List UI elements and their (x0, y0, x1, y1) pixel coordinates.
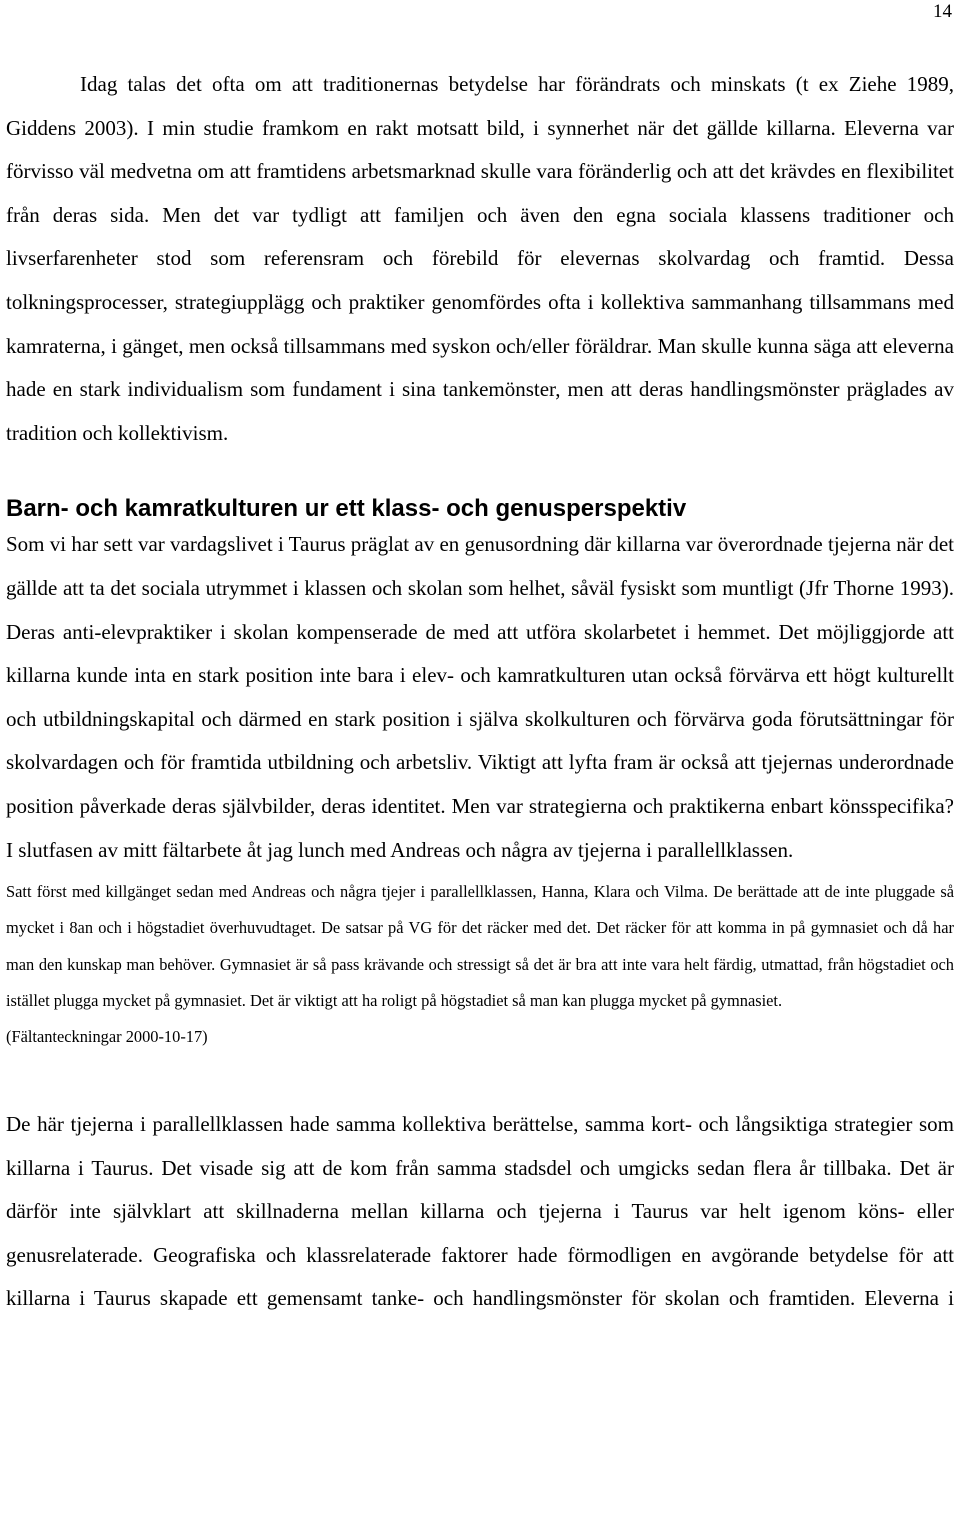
fieldnotes-citation: (Fältanteckningar 2000-10-17) (6, 1026, 208, 1046)
fieldnotes-quote: Satt först med killgänget sedan med Andreas och några tjejer i parallellklassen, Hanna, Klara och Vilma. De berättade att de inte pluggade så mycket i 8an och i högstadiet överhuvudtaget. De satsar på VG för det räcker med det. Det räcker för att komma in på gymnasiet och då har man den kunskap man behöver. Gymnasiet är så pass krävande och stressigt så det är bra att inte vara helt färdig, utmattad, från högstadiet och istället plugga mycket på gymnasiet. Det är viktigt att ha roligt på högstadiet så man kan plugga mycket på gymnasiet. (6, 882, 954, 1010)
intro-paragraph: Idag talas det ofta om att traditionernas betydelse har förändrats och minskats (t ex Ziehe 1989, Giddens 2003). I min studie framkom en rakt motsatt bild, i synnerhet när det gällde killarna. Eleverna var förvisso väl medvetna om att framtidens arbetsmarknad skulle vara föränderlig och att det krävdes en flexibilitet från deras sida. Men det var tydligt att familjen och även den egna sociala klassens traditioner och livserfarenheter stod som referensram och förebild för elevernas skolvardag och framtid. Dessa tolkningsprocesser, strategiupplägg och praktiker genomfördes ofta i kollektiva sammanhang tillsammans med kamraterna, i gänget, men också tillsammans med syskon och/eller föräldrar. Man skulle kunna säga att eleverna hade en stark individualism som fundament i sina tankemönster, men att deras handlingsmönster präglades av tradition och kollektivism. (6, 72, 954, 445)
closing-paragraph: De här tjejerna i parallellklassen hade samma kollektiva berättelse, samma kort- och långsiktiga strategier som killarna i Taurus. Det visade sig att de kom från samma stadsdel och umgicks sedan flera år tillbaka. Det är därför inte självklart att skillnaderna mellan killarna och tjejerna i Taurus var helt igenom köns- eller genusrelaterade. Geografiska och klassrelaterade faktorer hade förmodligen en avgörande betydelse för att killarna i Taurus skapade ett gemensamt tanke- och handlingsmönster för skolan och framtiden. Eleverna i (6, 1112, 954, 1311)
section-paragraph: Som vi har sett var vardagslivet i Taurus präglat av en genusordning där killarna var överordnade tjejerna när det gällde att ta det sociala utrymmet i klassen och skolan som helhet, såväl fysiskt som muntligt (Jfr Thorne 1993). Deras anti-elevpraktiker i skolan kompenserade de med att utföra skolarbetet i hemmet. Det möjliggjorde att killarna kunde inta en stark position inte bara i elev- och kamratkulturen utan också förvärva ett högt kulturellt och utbildningskapital och därmed en stark position i själva skolkulturen och förvärva goda förutsättningar för skolvardagen och för framtida utbildning och arbetsliv. Viktigt att lyfta fram är också att tjejernas underordnade position påverkade deras självbilder, deras identitet. Men var strategierna och praktikerna enbart könsspecifika? I slutfasen av mitt fältarbete åt jag lunch med Andreas och några av tjejerna i parallellklassen. (6, 532, 954, 862)
section-heading: Barn- och kamratkulturen ur ett klass- och genusperspektiv (6, 495, 687, 523)
page-number: 14 (933, 1, 952, 22)
document-body (6, 63, 954, 1321)
